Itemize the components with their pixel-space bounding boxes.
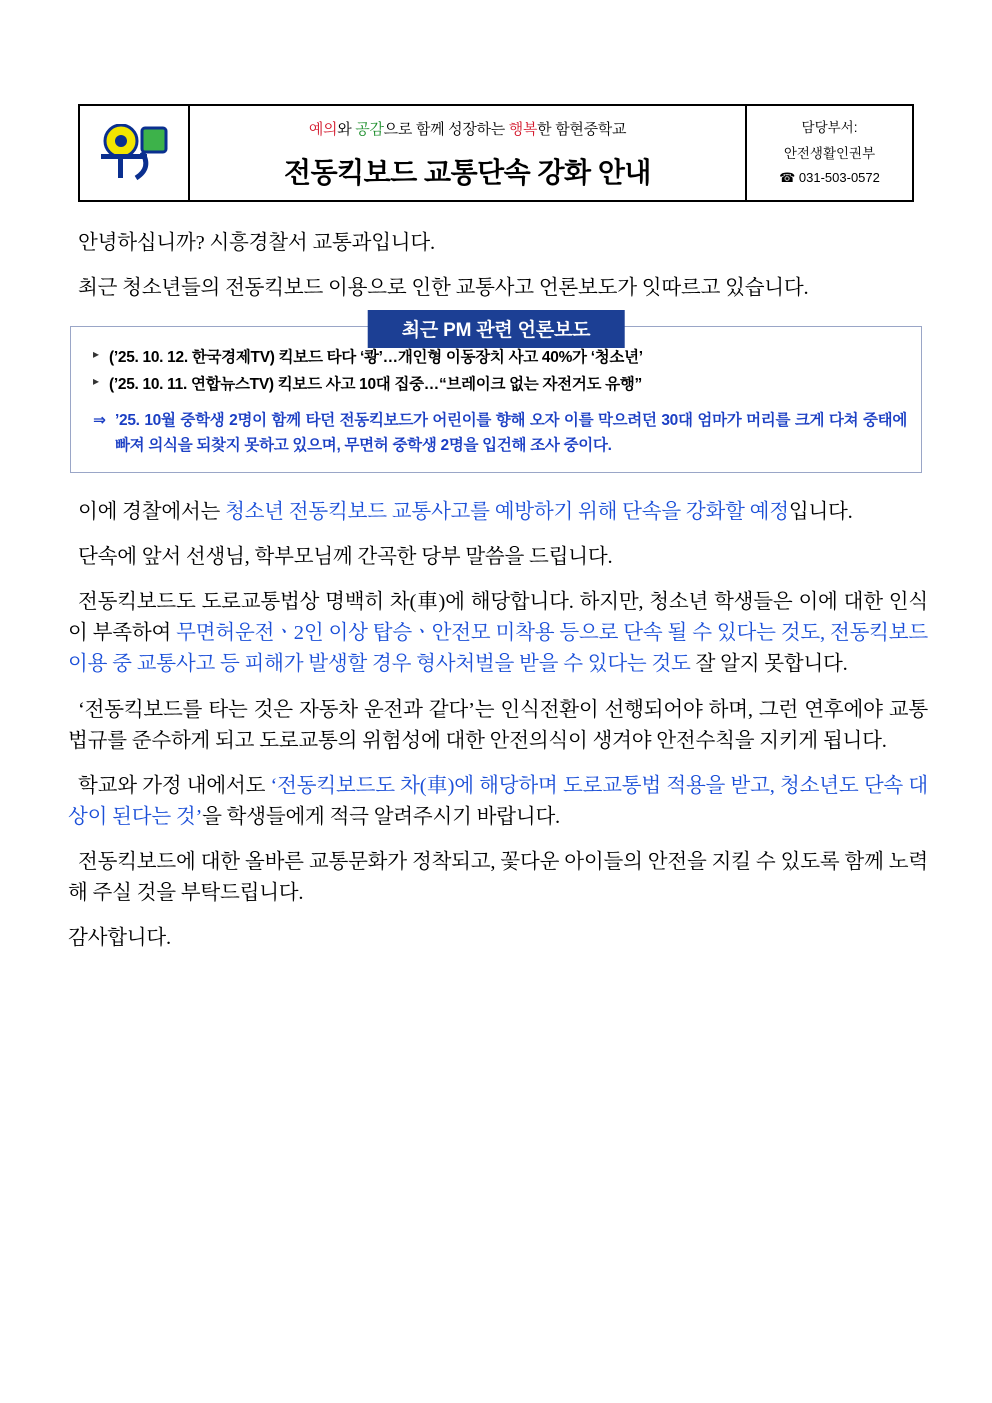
paragraph-intro: 최근 청소년들의 전동킥보드 이용으로 인한 교통사고 언론보도가 잇따르고 있습니다.	[78, 277, 809, 300]
p7-lead: 학교와 가정 내에서도	[78, 774, 271, 797]
paragraph-enforcement	[68, 497, 928, 528]
p3-tail: 입니다.	[788, 500, 853, 523]
dept-label: 담당부서:	[801, 120, 858, 136]
p5-lead: 전동킥보드도 도로교통법상 명백히 차(車)에 해당합니다. 하지만, 청소년 학생들은 이에 대한 인식이 부족하여	[68, 591, 928, 645]
arrow-right-icon: ⇒	[93, 411, 106, 429]
document-body	[68, 228, 928, 969]
header-logo-cell	[80, 106, 190, 200]
slogan-part-2: 공감	[355, 120, 384, 138]
slogan-part-1: 와	[337, 120, 356, 138]
dept-phone: ☎ 031-503-0572	[779, 170, 880, 186]
p7-tail: 을 학생들에게 적극 알려주시기 바랍니다.	[202, 806, 560, 828]
slogan-part-5: 한 함현중학교	[537, 120, 627, 138]
bullet-icon: ▸	[93, 347, 99, 362]
p3-highlight: 청소년 전동킥보드 교통사고를 예방하기 위해 단속을 강화할 예정	[225, 500, 789, 523]
bullet-icon: ▸	[93, 374, 99, 389]
header-dept-cell	[747, 106, 912, 200]
slogan-part-3: 으로 함께 성장하는	[383, 120, 509, 138]
paragraph-law	[68, 587, 928, 680]
dept-name: 안전생활인권부	[783, 145, 876, 161]
paragraph-school-home	[68, 771, 928, 833]
p5-tail: 잘 알지 못합니다.	[695, 653, 848, 676]
news-box-title: 최근 PM 관련 언론보도	[368, 310, 625, 348]
news-item-text: (’25. 10. 11. 연합뉴스TV) 킥보드 사고 10대 집중…“브레이크 없는 자전거도 유행”	[109, 376, 642, 394]
page-title: 전동킥보드 교통단속 강화 안내	[284, 156, 651, 188]
document-header	[78, 104, 914, 202]
news-note	[93, 408, 907, 458]
paragraph-request: 단속에 앞서 선생님, 학부모님께 간곡한 당부 말씀을 드립니다.	[78, 545, 613, 568]
paragraph-thanks: 감사합니다.	[68, 927, 171, 950]
paragraph-awareness: ‘전동킥보드를 타는 것은 자동차 운전과 같다’는 인식전환이 선행되어야 하며, 그런 연후에야 교통법규를 준수하게 되고 도로교통의 위험성에 대한 안전의식이 생겨야 안전수칙을 지키게 됩니다.	[68, 698, 928, 752]
slogan-part-0: 예의	[308, 120, 338, 138]
news-box	[70, 320, 922, 472]
news-list-item	[93, 372, 907, 397]
news-item-text: (’25. 10. 12. 한국경제TV) 킥보드 타다 ‘쾅’…개인형 이동장치 사고 40%가 ‘청소년’	[109, 349, 643, 367]
paragraph-closing: 전동킥보드에 대한 올바른 교통문화가 정착되고, 꽃다운 아이들의 안전을 지킬 수 있도록 함께 노력해 주실 것을 부탁드립니다.	[68, 851, 928, 905]
school-slogan	[309, 118, 626, 139]
paragraph-greeting: 안녕하십니까? 시흥경찰서 교통과입니다.	[78, 232, 435, 254]
p3-lead: 이에 경찰에서는	[78, 500, 226, 523]
news-note-text: ’25. 10월 중학생 2명이 함께 타던 전동킥보드가 어린이를 향해 오자 이를 막으려던 30대 엄마가 머리를 크게 다쳐 중태에 빠져 의식을 되찾지 못하고 있으며, 무면허 중학생 2명을 입건해 조사 중이다.	[115, 411, 907, 454]
p7-highlight: ‘전동킥보드도 차(車)에 해당하며 도로교통법 적용을 받고, 청소년도 단속 대상이 된다는 것’	[68, 774, 928, 828]
news-list-item	[93, 345, 907, 370]
p5-highlight: 무면허운전ㆍ2인 이상 탑승ㆍ안전모 미착용 등으로 단속 될 수 있다는 것도, 전동킥보드 이용 중 교통사고 등 피해가 발생할 경우 형사처벌을 받을 수 있다는 것도	[68, 622, 928, 676]
school-logo-icon	[97, 124, 171, 182]
slogan-part-4: 행복	[508, 120, 538, 138]
header-center-cell	[190, 106, 747, 200]
